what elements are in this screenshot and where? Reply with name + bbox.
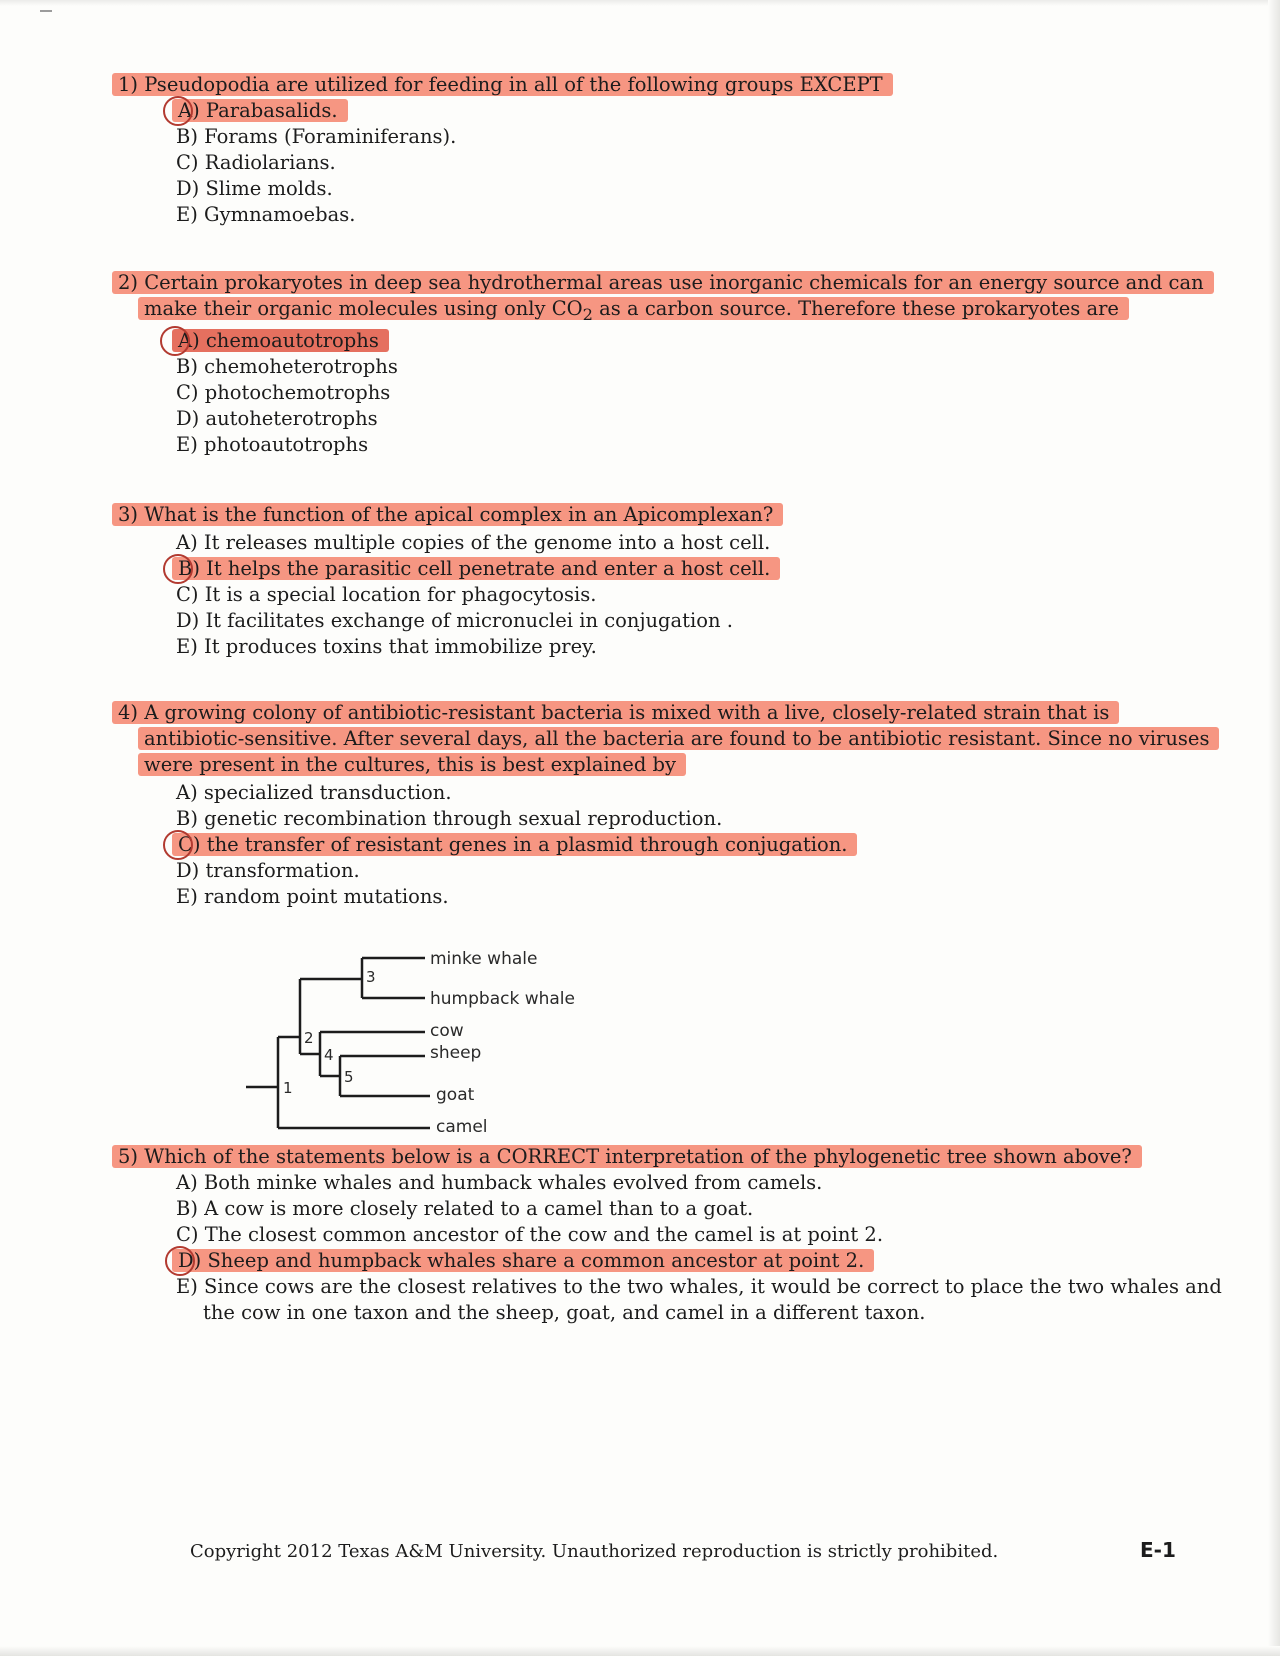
q3-option-e: E) It produces toxins that immobilize prey. [176,635,597,658]
answer-circle-mark [160,326,190,356]
highlight-mark [112,701,1119,724]
question-text: antibiotic-sensitive. After several days, all the bacteria are found to be antibiotic resistant. Since no viruses [144,727,1210,750]
highlight-mark [172,329,389,352]
question-text: as a carbon source. Therefore these prokaryotes are [592,297,1119,320]
q5-option-d [172,1248,874,1274]
q4-option-b: B) genetic recombination through sexual reproduction. [176,807,723,830]
question-5-stem [112,1144,1142,1170]
answer-circle-mark [163,554,193,584]
q2-option-a [172,328,389,354]
subscript-2: 2 [582,304,593,324]
taxon-camel: camel [436,1117,488,1137]
scan-edge-top [0,0,1280,6]
option-text: D) Sheep and humpback whales share a common ancestor at point 2. [178,1249,865,1272]
q3-option-a: A) It releases multiple copies of the genome into a host cell. [176,531,771,554]
question-text: 2) Certain prokaryotes in deep sea hydrothermal areas use inorganic chemicals for an energy source and can [118,271,1204,294]
scan-edge-bottom [0,1646,1280,1656]
highlight-mark [138,297,1129,324]
highlight-mark [172,833,857,856]
phylogenetic-tree [240,946,580,1142]
q1-option-b: B) Forams (Foraminiferans). [176,125,457,148]
node-label-5: 5 [344,1068,354,1086]
answer-circle-mark [163,96,193,126]
copyright-notice: Copyright 2012 Texas A&M University. Unauthorized reproduction is strictly prohibited. [190,1541,999,1562]
question-4-stem-line-2 [138,726,1219,752]
q2-option-c: C) photochemotrophs [176,381,391,404]
q5-option-e: E) Since cows are the closest relatives to the two whales, it would be correct to place the two whales and [176,1275,1222,1298]
q3-option-d: D) It facilitates exchange of micronuclei in conjugation . [176,609,733,632]
highlight-mark [172,99,348,122]
q4-option-c [172,832,857,858]
question-text: 4) A growing colony of antibiotic-resistant bacteria is mixed with a live, closely-related strain that is [118,701,1110,724]
answer-circle-mark [163,830,193,860]
q4-option-d: D) transformation. [176,859,360,882]
q3-option-b [172,556,780,582]
tree-svg [240,946,580,1142]
scan-mark [40,10,52,12]
q1-option-d: D) Slime molds. [176,177,333,200]
taxon-cow: cow [430,1021,464,1041]
question-4-stem-line-3 [138,752,686,778]
q4-option-a: A) specialized transduction. [176,781,452,804]
question-2-stem-line-2 [138,296,1129,328]
question-2-stem-line-1 [112,270,1214,296]
q2-option-d: D) autoheterotrophs [176,407,378,430]
q2-option-b: B) chemoheterotrophs [176,355,398,378]
question-text: 5) Which of the statements below is a CORRECT interpretation of the phylogenetic tree shown above? [118,1145,1132,1168]
node-label-2: 2 [304,1029,314,1047]
highlight-mark [112,73,893,96]
question-3-stem [112,502,783,528]
question-4-stem-line-1 [112,700,1119,726]
q5-option-a: A) Both minke whales and humback whales evolved from camels. [176,1171,823,1194]
q1-option-a [172,98,348,124]
highlight-mark [138,727,1219,750]
question-1-stem [112,72,893,98]
q5-option-c: C) The closest common ancestor of the cow and the camel is at point 2. [176,1223,884,1246]
taxon-sheep: sheep [430,1043,482,1063]
q1-option-e: E) Gymnamoebas. [176,203,356,226]
taxon-humpback-whale: humpback whale [430,989,575,1009]
highlight-mark [112,1145,1142,1168]
highlight-mark [112,503,783,526]
node-label-3: 3 [366,968,376,986]
scan-edge-right [1268,0,1280,1656]
answer-circle-mark [165,1246,195,1276]
q4-option-e: E) random point mutations. [176,885,449,908]
tree-branches [246,958,430,1128]
q5-option-e-continued: the cow in one taxon and the sheep, goat, and camel in a different taxon. [203,1301,926,1324]
highlight-mark [172,1249,874,1272]
question-text: make their organic molecules using only CO [144,297,583,320]
highlight-mark [172,557,780,580]
option-text: A) Parabasalids. [178,99,338,122]
q5-option-b: B) A cow is more closely related to a camel than to a goat. [176,1197,754,1220]
node-label-4: 4 [324,1046,334,1064]
option-text: B) It helps the parasitic cell penetrate and enter a host cell. [178,557,771,580]
q1-option-c: C) Radiolarians. [176,151,336,174]
taxon-minke-whale: minke whale [430,949,538,969]
highlight-mark [138,753,686,776]
highlight-mark [112,271,1214,294]
option-text: A) chemoautotrophs [178,329,379,352]
q3-option-c: C) It is a special location for phagocytosis. [176,583,597,606]
taxon-goat: goat [436,1085,475,1105]
question-text: 3) What is the function of the apical complex in an Apicomplexan? [118,503,774,526]
page-number: E-1 [1140,1538,1176,1562]
option-text: C) the transfer of resistant genes in a plasmid through conjugation. [178,833,848,856]
question-text: 1) Pseudopodia are utilized for feeding in all of the following groups EXCEPT [118,73,883,96]
q2-option-e: E) photoautotrophs [176,433,369,456]
question-text: were present in the cultures, this is best explained by [144,753,677,776]
node-label-1: 1 [283,1079,293,1097]
